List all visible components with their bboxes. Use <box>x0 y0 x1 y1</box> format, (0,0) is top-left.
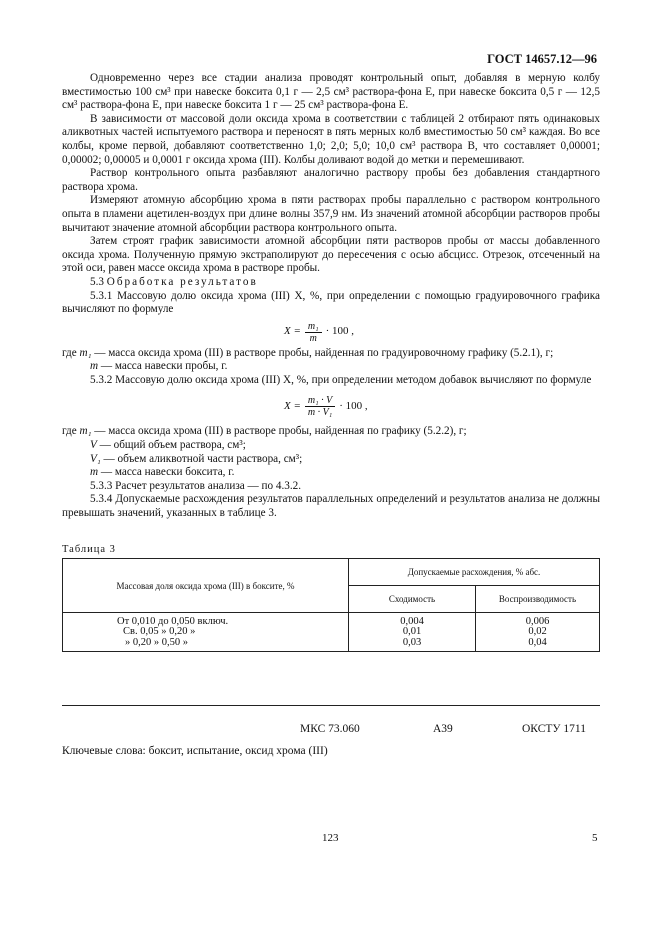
header-reproducibility: Воспроизводимость <box>476 586 600 613</box>
definition-text: — объем аликвотной части раствора, см³; <box>103 452 303 465</box>
definition-row <box>62 347 600 361</box>
definition-row <box>62 453 600 467</box>
where-word: где <box>62 425 77 438</box>
formula-rhs: · 100 , <box>325 325 355 338</box>
symbol: m₁ <box>79 346 92 359</box>
numerator: m₁ · V <box>305 395 335 407</box>
table-row-range: От 0,010 до 0,050 включ. <box>117 616 229 627</box>
paragraph-5-3-4: 5.3.4 Допускаемые расхождения результатов параллельных определений и результатов анализа не должны превышать значений, указанных в таблице 3. <box>62 493 600 520</box>
header-tolerances: Допускаемые расхождения, % абс. <box>349 559 600 586</box>
paragraph-measure-absorption: Измеряют атомную абсорбцию хрома в пяти растворах пробы параллельно с раствором контрольного опыта в пламени ацетилен-воздух при длине волны 357,9 нм. Из значений атомной абсорбции растворов пробы вычитают значение атомной абсорбции раствора контрольного опыта. <box>62 194 600 234</box>
formula-lhs: X = <box>284 400 301 413</box>
definitions-2 <box>62 425 600 479</box>
paragraph-aliquots: В зависимости от массовой доли оксида хрома в соответствии с таблицей 2 отбирают пять одинаковых аликвотных частей испытуемого раствора и переносят в пять мерных колб вместимостью 50 см³ каждая. Во все колбы, кроме первой, добавляют соответственно 1,0; 2,0; 5,0; 10,0 см³ раствора В, что составляет 0,00001; 0,00002; 0,00005 и 0,0001 г оксида хрома (III). Колбы доливают водой до метки и перемешивают. <box>62 112 600 166</box>
symbol: m <box>90 360 99 373</box>
table-row-reproducibility: 0,02 <box>528 626 547 638</box>
paragraph-5-3-1: 5.3.1 Массовую долю оксида хрома (III) X, %, при определении с помощью градуировочного графика вычисляют по формуле <box>62 289 600 316</box>
definition-text: — общий объем раствора, см³; <box>99 439 246 452</box>
header-mass-fraction: Массовая доля оксида хрома (III) в боксите, % <box>63 559 349 613</box>
symbol: V₁ <box>90 452 101 465</box>
table-row-convergence: 0,01 <box>402 626 422 638</box>
table-row-convergence: 0,03 <box>402 636 422 648</box>
standard-number: ГОСТ 14657.12—96 <box>487 52 597 66</box>
page-number-center: 123 <box>322 832 339 844</box>
definition-text: — масса навески пробы, г. <box>100 360 228 373</box>
table-row-reproducibility: 0,006 <box>525 616 550 627</box>
definition-row <box>62 466 600 480</box>
divider <box>62 705 600 706</box>
reproducibility-cell <box>476 613 600 652</box>
okstu-code: ОКСТУ 1711 <box>522 723 586 735</box>
page-number-right: 5 <box>592 832 598 844</box>
definition-text: — масса навески боксита, г. <box>100 466 235 479</box>
definition-text: — масса оксида хрома (III) в растворе пробы, найденная по градуировочному графику (5.2.1), г; <box>94 346 554 359</box>
formula-2 <box>62 387 600 425</box>
table-label: Таблица 3 <box>62 544 116 555</box>
definition-row <box>62 439 600 453</box>
definitions-1 <box>62 347 600 374</box>
definition-row <box>62 360 600 374</box>
table-body-row <box>63 613 600 652</box>
tolerance-table <box>62 558 600 652</box>
formula-rhs: · 100 , <box>339 400 368 413</box>
formula-1 <box>62 317 600 347</box>
mks-code: МКС 73.060 <box>300 723 360 735</box>
paragraph-blank-dilution: Раствор контрольного опыта разбавляют аналогично раствору пробы без добавления стандартного раствора хрома. <box>62 167 600 193</box>
where-word: где <box>62 346 77 359</box>
header-convergence: Сходимость <box>349 586 476 613</box>
paragraph-5-3-2: 5.3.2 Массовую долю оксида хрома (III) X, %, при определении методом добавок вычисляют по формуле <box>90 373 592 386</box>
definition-text: — масса оксида хрома (III) в растворе пробы, найденная по графику (5.2.2), г; <box>94 425 467 438</box>
section-heading-5-3 <box>62 276 600 290</box>
section-title: Обработка результатов <box>106 275 258 288</box>
numerator: m₁ <box>305 321 322 333</box>
fraction <box>305 395 335 418</box>
table-row-range: » 0,20 » 0,50 » <box>125 636 188 648</box>
formula-lhs: X = <box>284 325 301 338</box>
ranges-cell <box>63 613 349 652</box>
denominator: m · V₁ <box>307 407 333 419</box>
paragraph-control-test: Одновременно через все стадии анализа проводят контрольный опыт, добавляя в мерную колбу вместимостью 100 см³ при навеске боксита 0,1 г — 2,5 см³ раствора-фона Е, при навеске боксита 0,5 г — 12,5 см³ раствора-фона Е, при навеске боксита 1 г — 25 см³ раствора-фона Е. <box>62 72 600 112</box>
denominator: m <box>309 332 317 344</box>
symbol: m₁ <box>79 425 92 438</box>
symbol: m <box>90 466 99 479</box>
section-number: 5.3 <box>90 275 104 288</box>
paragraph-5-3-3: 5.3.3 Расчет результатов анализа — по 4.3.2. <box>90 479 302 492</box>
keywords: Ключевые слова: боксит, испытание, оксид хрома (III) <box>62 745 328 757</box>
table-row-reproducibility: 0,04 <box>528 636 547 648</box>
body-text <box>62 72 600 521</box>
fraction <box>305 321 322 344</box>
paragraph-graph: Затем строят график зависимости атомной абсорбции пяти растворов пробы от массы добавленного оксида хрома. Полученную прямую экстраполируют до пересечения с осью абсцисс. Отрезок, отсеченный на этой оси, равен массе оксида хрома в растворе пробы. <box>62 235 600 275</box>
table-row-range: Св. 0,05 » 0,20 » <box>123 626 196 638</box>
classification-code: А39 <box>433 723 453 735</box>
definition-row <box>62 425 600 439</box>
symbol: V <box>90 439 97 452</box>
convergence-cell <box>349 613 476 652</box>
table-row-convergence: 0,004 <box>400 616 424 627</box>
